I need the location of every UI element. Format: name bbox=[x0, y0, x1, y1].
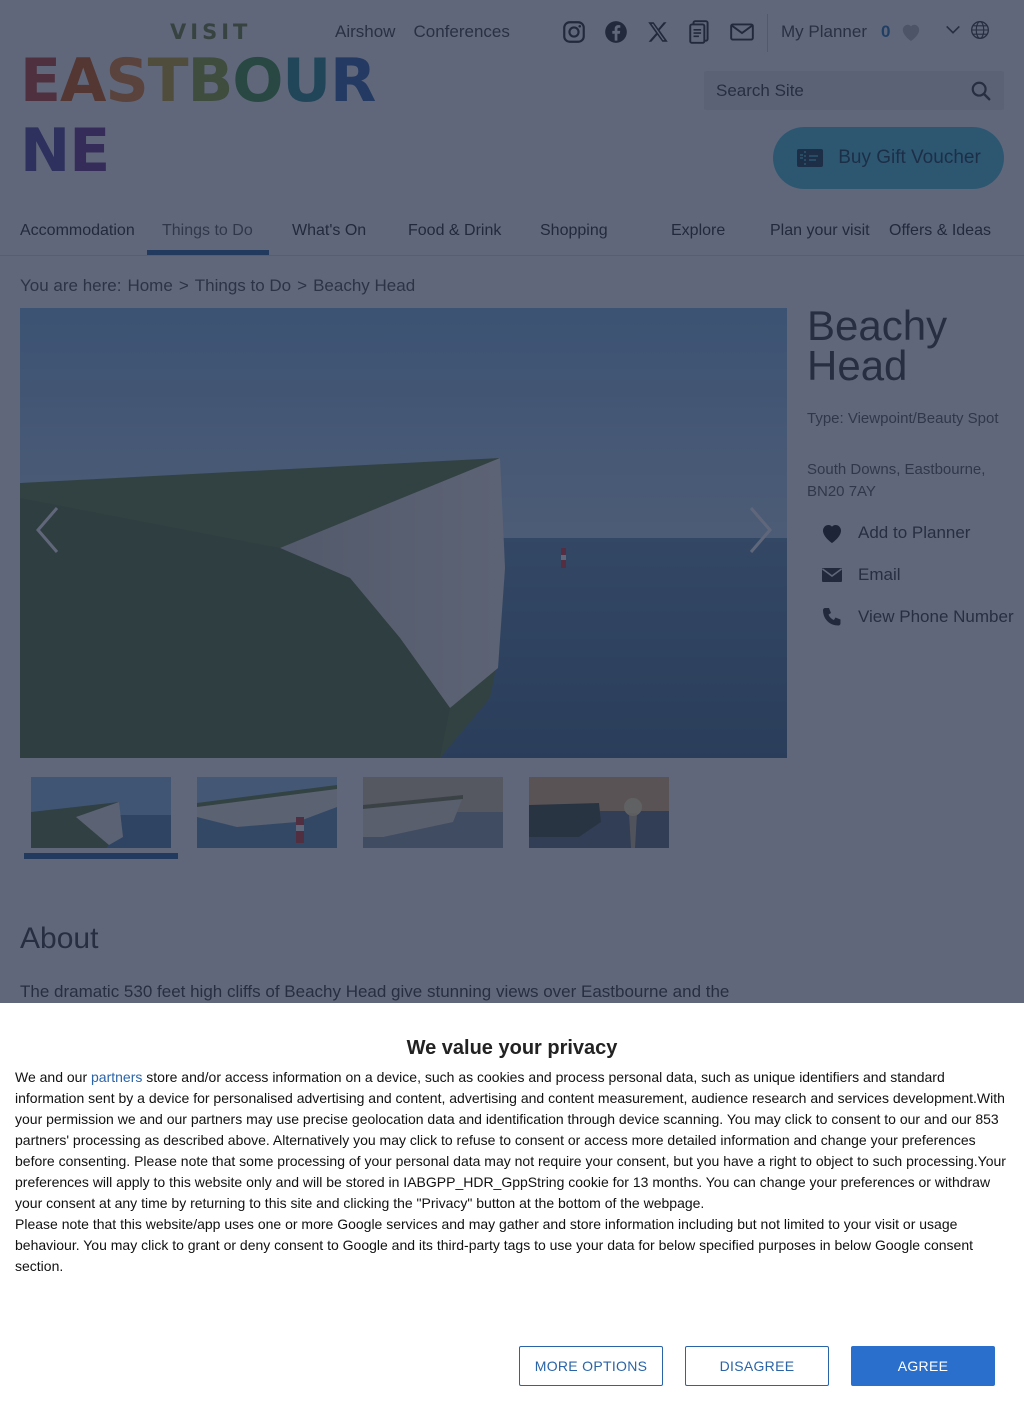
agree-button[interactable]: AGREE bbox=[851, 1346, 995, 1386]
partners-link[interactable]: partners bbox=[91, 1069, 143, 1085]
consent-title: We value your privacy bbox=[406, 1037, 618, 1059]
more-options-button[interactable]: MORE OPTIONS bbox=[519, 1346, 663, 1386]
consent-paragraph-2: Please note that this website/app uses one or more Google services and may gather and store information including but not limited to your visit or usage behaviour. You may click to grant or deny consent to Google and its third-party tags to use your data for below specified purposes in below Google consent section. bbox=[15, 1216, 974, 1274]
consent-text-rest: store and/or access information on a device, such as cookies and process personal data, such as unique identifiers and standard information sent by a device for personalised advertising and content, advertising and content measurement, audience research and services development.With your permission we and our partners may use precise geolocation data and identification through device scanning. You may click to consent to our and our 853 partners' processing as described above. Alternatively you may click to refuse to consent or access more detailed information and change your preferences before consenting. Please note that some processing of your personal data may not require your consent, but you have a right to object to such processing.Your preferences will apply to this website only and will be stored in IABGPP_HDR_GppString cookie for 13 months. You can change your preferences or withdraw your consent at any time by returning to this site and clicking the "Privacy" button at the bottom of the webpage. bbox=[15, 1069, 1006, 1211]
privacy-consent-banner bbox=[0, 1003, 1024, 1411]
consent-text-start: We and our bbox=[15, 1069, 92, 1085]
consent-paragraph-1 bbox=[15, 1067, 1009, 1214]
disagree-button[interactable]: DISAGREE bbox=[685, 1346, 829, 1386]
